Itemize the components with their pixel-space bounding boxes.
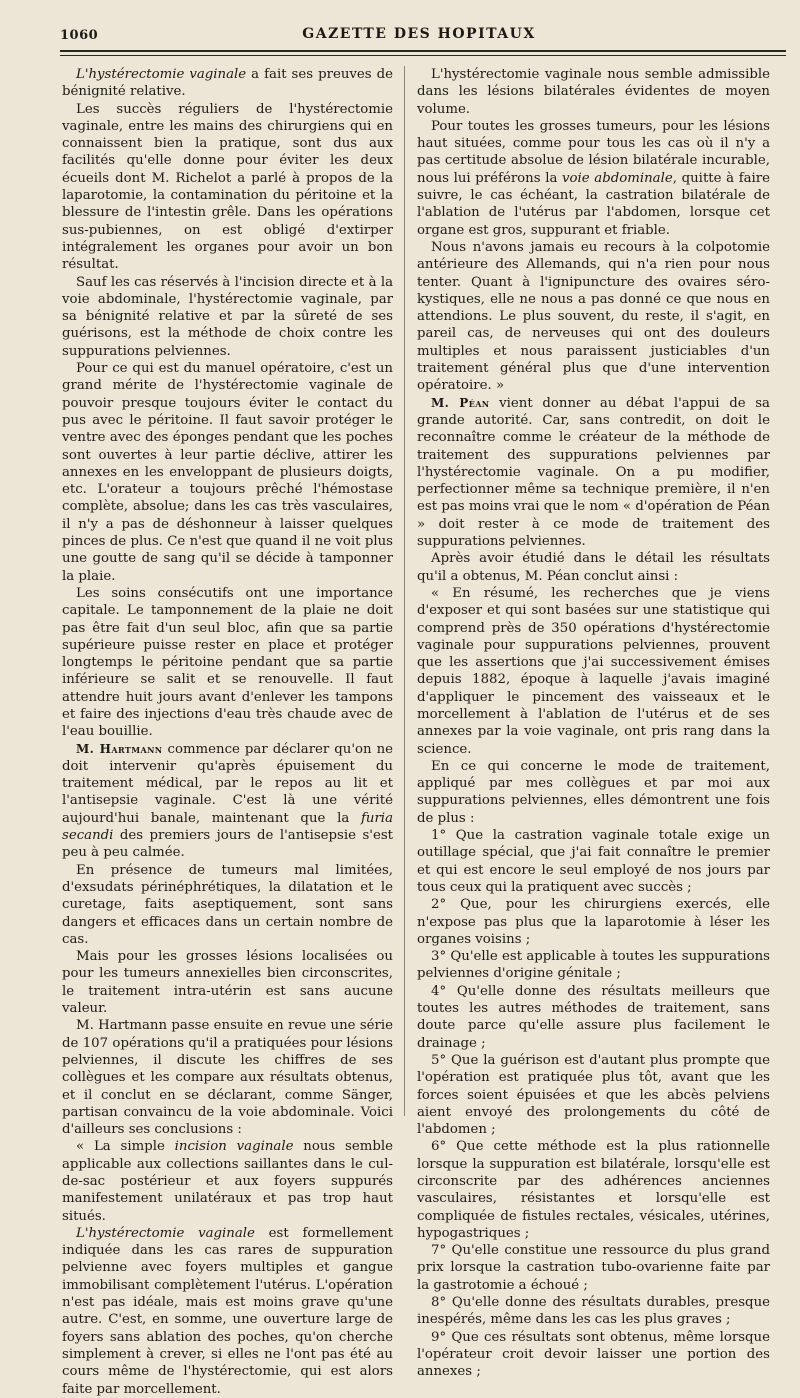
- paragraph-text: commence par déclarer qu'on ne doit intervenir qu'après épuisement du traitement médical, par le repos au lit et l'antisepsie vaginale. C'est là une vérité aujourd'hui banale, maintenant que la: [62, 741, 393, 826]
- journal-title: GAZETTE DES HOPITAUX: [302, 26, 536, 42]
- speaker-name: M. Péan: [431, 395, 490, 410]
- paragraph: [417, 395, 770, 551]
- paragraph: Sauf les cas réservés à l'incision directe et à la voie abdominale, l'hystérectomie vaginale, par sa bénignité relative et par la sûreté de ses guérisons, est la méthode de choix contre les suppurations pelviennes.: [62, 274, 393, 359]
- header-rule-thin: [60, 55, 786, 56]
- paragraph: Les soins consécutifs ont une importance capitale. Le tamponnement de la plaie ne doit pas être fait d'un seul bloc, afin que sa partie supérieure puisse rester en place et protéger longtemps le péritoine pendant que sa partie inférieure se salit et se renouvelle. Il faut attendre huit jours avant d'enlever les tampons et faire des injections d'eau très chaude avec de l'eau bouillie.: [62, 585, 393, 740]
- list-item: 8° Qu'elle donne des résultats durables, presque inespérés, même dans les cas les plus graves ;: [417, 1295, 770, 1328]
- paragraph-text: « La simple: [76, 1139, 175, 1155]
- paragraph: [417, 118, 770, 239]
- paragraph: Mais pour les grosses lésions localisées ou pour les tumeurs annexielles bien circonscrites, le traitement intra-utérin est sans aucune valeur.: [62, 949, 393, 1017]
- paragraph: En présence de tumeurs mal limitées, d'exsudats périnéphrétiques, la dilatation et le curetage, faits aseptiquement, sont sans dangers et efficaces dans un certain nombre de cas.: [62, 862, 393, 947]
- italic-term: incision vaginale: [174, 1139, 294, 1155]
- paragraph-text: des premiers jours de l'antisepsie s'est peu à peu calmée.: [62, 828, 393, 861]
- paragraph: En ce qui concerne le mode de traitement, appliqué par mes collègues et par moi aux suppurations pelviennes, elles démontrent une fois de plus :: [417, 758, 770, 826]
- paragraph: [62, 1225, 393, 1398]
- list-item: 6° Que cette méthode est la plus rationnelle lorsque la suppuration est bilatérale, lorsqu'elle est circonscrite par des adhérences anciennes vasculaires, résistantes et lorsqu'elle est compliquée de fistules rectales, vésicales, utérines, hypogastriques ;: [417, 1139, 770, 1241]
- paragraph: Pour ce qui est du manuel opératoire, c'est un grand mérite de l'hystérectomie vaginale de pouvoir presque toujours éviter le contact du pus avec le péritoine. Il faut savoir protéger le ventre avec des éponges pendant que les poches sont ouvertes à leur partie déclive, attirer les annexes en les enveloppant de plusieurs doigts, etc. L'orateur a toujours prêché l'hémostase complète, absolue; dans les cas très vasculaires, il n'y a pas de déshonneur à laisser quelques pinces de plus. Ce n'est que quand il ne voit plus une goutte de sang qu'il se décide à tamponner la plaie.: [62, 361, 393, 584]
- right-column: [417, 66, 771, 1380]
- left-column: [62, 66, 393, 1397]
- list-item: 7° Qu'elle constitue une ressource du plus grand prix lorsque la castration tubo-ovarienne faite par la gastrotomie a échoué ;: [417, 1243, 770, 1293]
- paragraph: Nous n'avons jamais eu recours à la colpotomie antérieure des Allemands, qui n'a rien pour nous tenter. Quant à l'ignipuncture des ovaires séro-kystiques, elle ne nous a pas donné ce que nous en attendions. Le plus souvent, du reste, il s'agit, en pareil cas, de nerveuses qui ont des douleurs multiples et nous paraissent justiciables d'un traitement général plus que d'une intervention opératoire. »: [417, 239, 770, 394]
- list-item: 2° Que, pour les chirurgiens exercés, elle n'expose pas plus que la laparotomie à léser les organes voisins ;: [417, 897, 770, 947]
- paragraph: M. Hartmann passe ensuite en revue une série de 107 opérations qu'il a pratiquées pour lésions pelviennes, il discute les chiffres de ses collègues et les compare aux résultats obtenus, et il conclut en se déclarant, comme Sänger, partisan convaincu de la voie abdominale. Voici d'ailleurs ses conclusions :: [62, 1018, 393, 1138]
- paragraph-text: vient donner au débat l'appui de sa grande autorité. Car, sans contredit, on doit le reconnaître comme le créateur de la méthode de traitement des suppurations pelviennes par l'hystérectomie vaginale. On a pu modifier, perfectionner même sa technique première, il n'en est pas moins vrai que le nom « d'opération de Péan » doit rester à ce mode de traitement des suppurations pelviennes.: [417, 395, 770, 550]
- speaker-name: M. Hartmann: [76, 741, 163, 756]
- paragraph: [62, 1138, 393, 1224]
- italic-term: furia secandi: [62, 810, 393, 844]
- list-item: 4° Qu'elle donne des résultats meilleurs que toutes les autres méthodes de traitement, sans doute parce qu'elle assure plus facilement le drainage ;: [417, 983, 770, 1051]
- page-header: [60, 26, 778, 46]
- paragraph-text: est formellement indiquée dans les cas rares de suppuration pelvienne avec foyers multiples et gangue immobilisant complètement l'utérus. L'opération n'est pas idéale, mais est moins grave qu'une autre. C'est, en somme, une ouverture large de foyers sans ablation des poches, qu'on cherche simplement à crever, si elles ne l'ont pas été au cours même de l'hystérectomie, qui est alors faite par morcellement.: [62, 1225, 393, 1397]
- paragraph: Après avoir étudié dans le détail les résultats qu'il a obtenus, M. Péan conclut ainsi :: [417, 551, 770, 584]
- paragraph-text: , quitte à faire suivre, le cas échéant, la castration bilatérale de l'ablation de l'utérus par l'abdomen, lorsque cet organe est gros, suppurant et friable.: [417, 170, 771, 238]
- page-number: 1060: [60, 28, 99, 43]
- list-item: 5° Que la guérison est d'autant plus prompte que l'opération est pratiquée plus tôt, avant que les forces soient épuisées et que les abcès pelviens aient envoyé des prolongements du côté de l'abdomen ;: [417, 1052, 770, 1138]
- paragraph: L'hystérectomie vaginale nous semble admissible dans les lésions bilatérales évidentes de moyen volume.: [417, 67, 770, 117]
- paragraph: « En résumé, les recherches que je viens d'exposer et qui sont basées sur une statistique qui comprend près de 350 opérations d'hystérectomie vaginale pour suppurations pelviennes, prouvent que les assertions que j'ai successivement émises depuis 1882, époque à laquelle j'avais imaginé d'appliquer le pincement des vaisseaux et le morcellement à l'ablation de l'utérus et de ses annexes par la voie vaginale, ont pris rang dans la science.: [417, 585, 770, 757]
- italic-term: L'hystérectomie vaginale: [76, 67, 247, 82]
- list-item: 1° Que la castration vaginale totale exige un outillage spécial, que j'ai fait connaître le premier et qui est encore le seul employé de nos jours par tous ceux qui la pratiquent avec succès ;: [417, 828, 770, 895]
- italic-term: voie abdominale: [562, 170, 673, 186]
- paragraph: [62, 66, 393, 101]
- list-item: 3° Qu'elle est applicable à toutes les suppurations pelviennes d'origine génitale ;: [417, 949, 770, 982]
- paragraph: Les succès réguliers de l'hystérectomie vaginale, entre les mains des chirurgiens qui en connaissent bien la pratique, sont dus aux facilités qu'elle donne pour éviter les deux écueils dont M. Richelot a parlé à propos de la laparotomie, la contamination du péritoine et la blessure de l'intestin grêle. Dans les opérations sus-pubiennes, on est obligé d'extirper intégralement les organes pour avoir un bon résultat.: [62, 101, 393, 273]
- list-item: 9° Que ces résultats sont obtenus, même lorsque l'opérateur croit devoir laisser une portion des annexes ;: [417, 1329, 770, 1380]
- italic-term: L'hystérectomie vaginale: [76, 1225, 255, 1241]
- paragraph-text: Pour toutes les grosses tumeurs, pour les lésions haut situées, comme pour tous les cas où il n'y a pas certitude absolue de lésion bilatérale incurable, nous lui préférons la: [417, 118, 770, 186]
- column-divider: [404, 66, 405, 1116]
- paragraph: [62, 741, 393, 862]
- paragraph-text: a fait ses preuves de bénignité relative.: [62, 67, 393, 100]
- header-rule-thick: [60, 50, 786, 52]
- paragraph-text: nous semble applicable aux collections saillantes dans le cul-de-sac postérieur et aux foyers suppurés manifestement unilatéraux et pas trop haut situés.: [62, 1139, 393, 1224]
